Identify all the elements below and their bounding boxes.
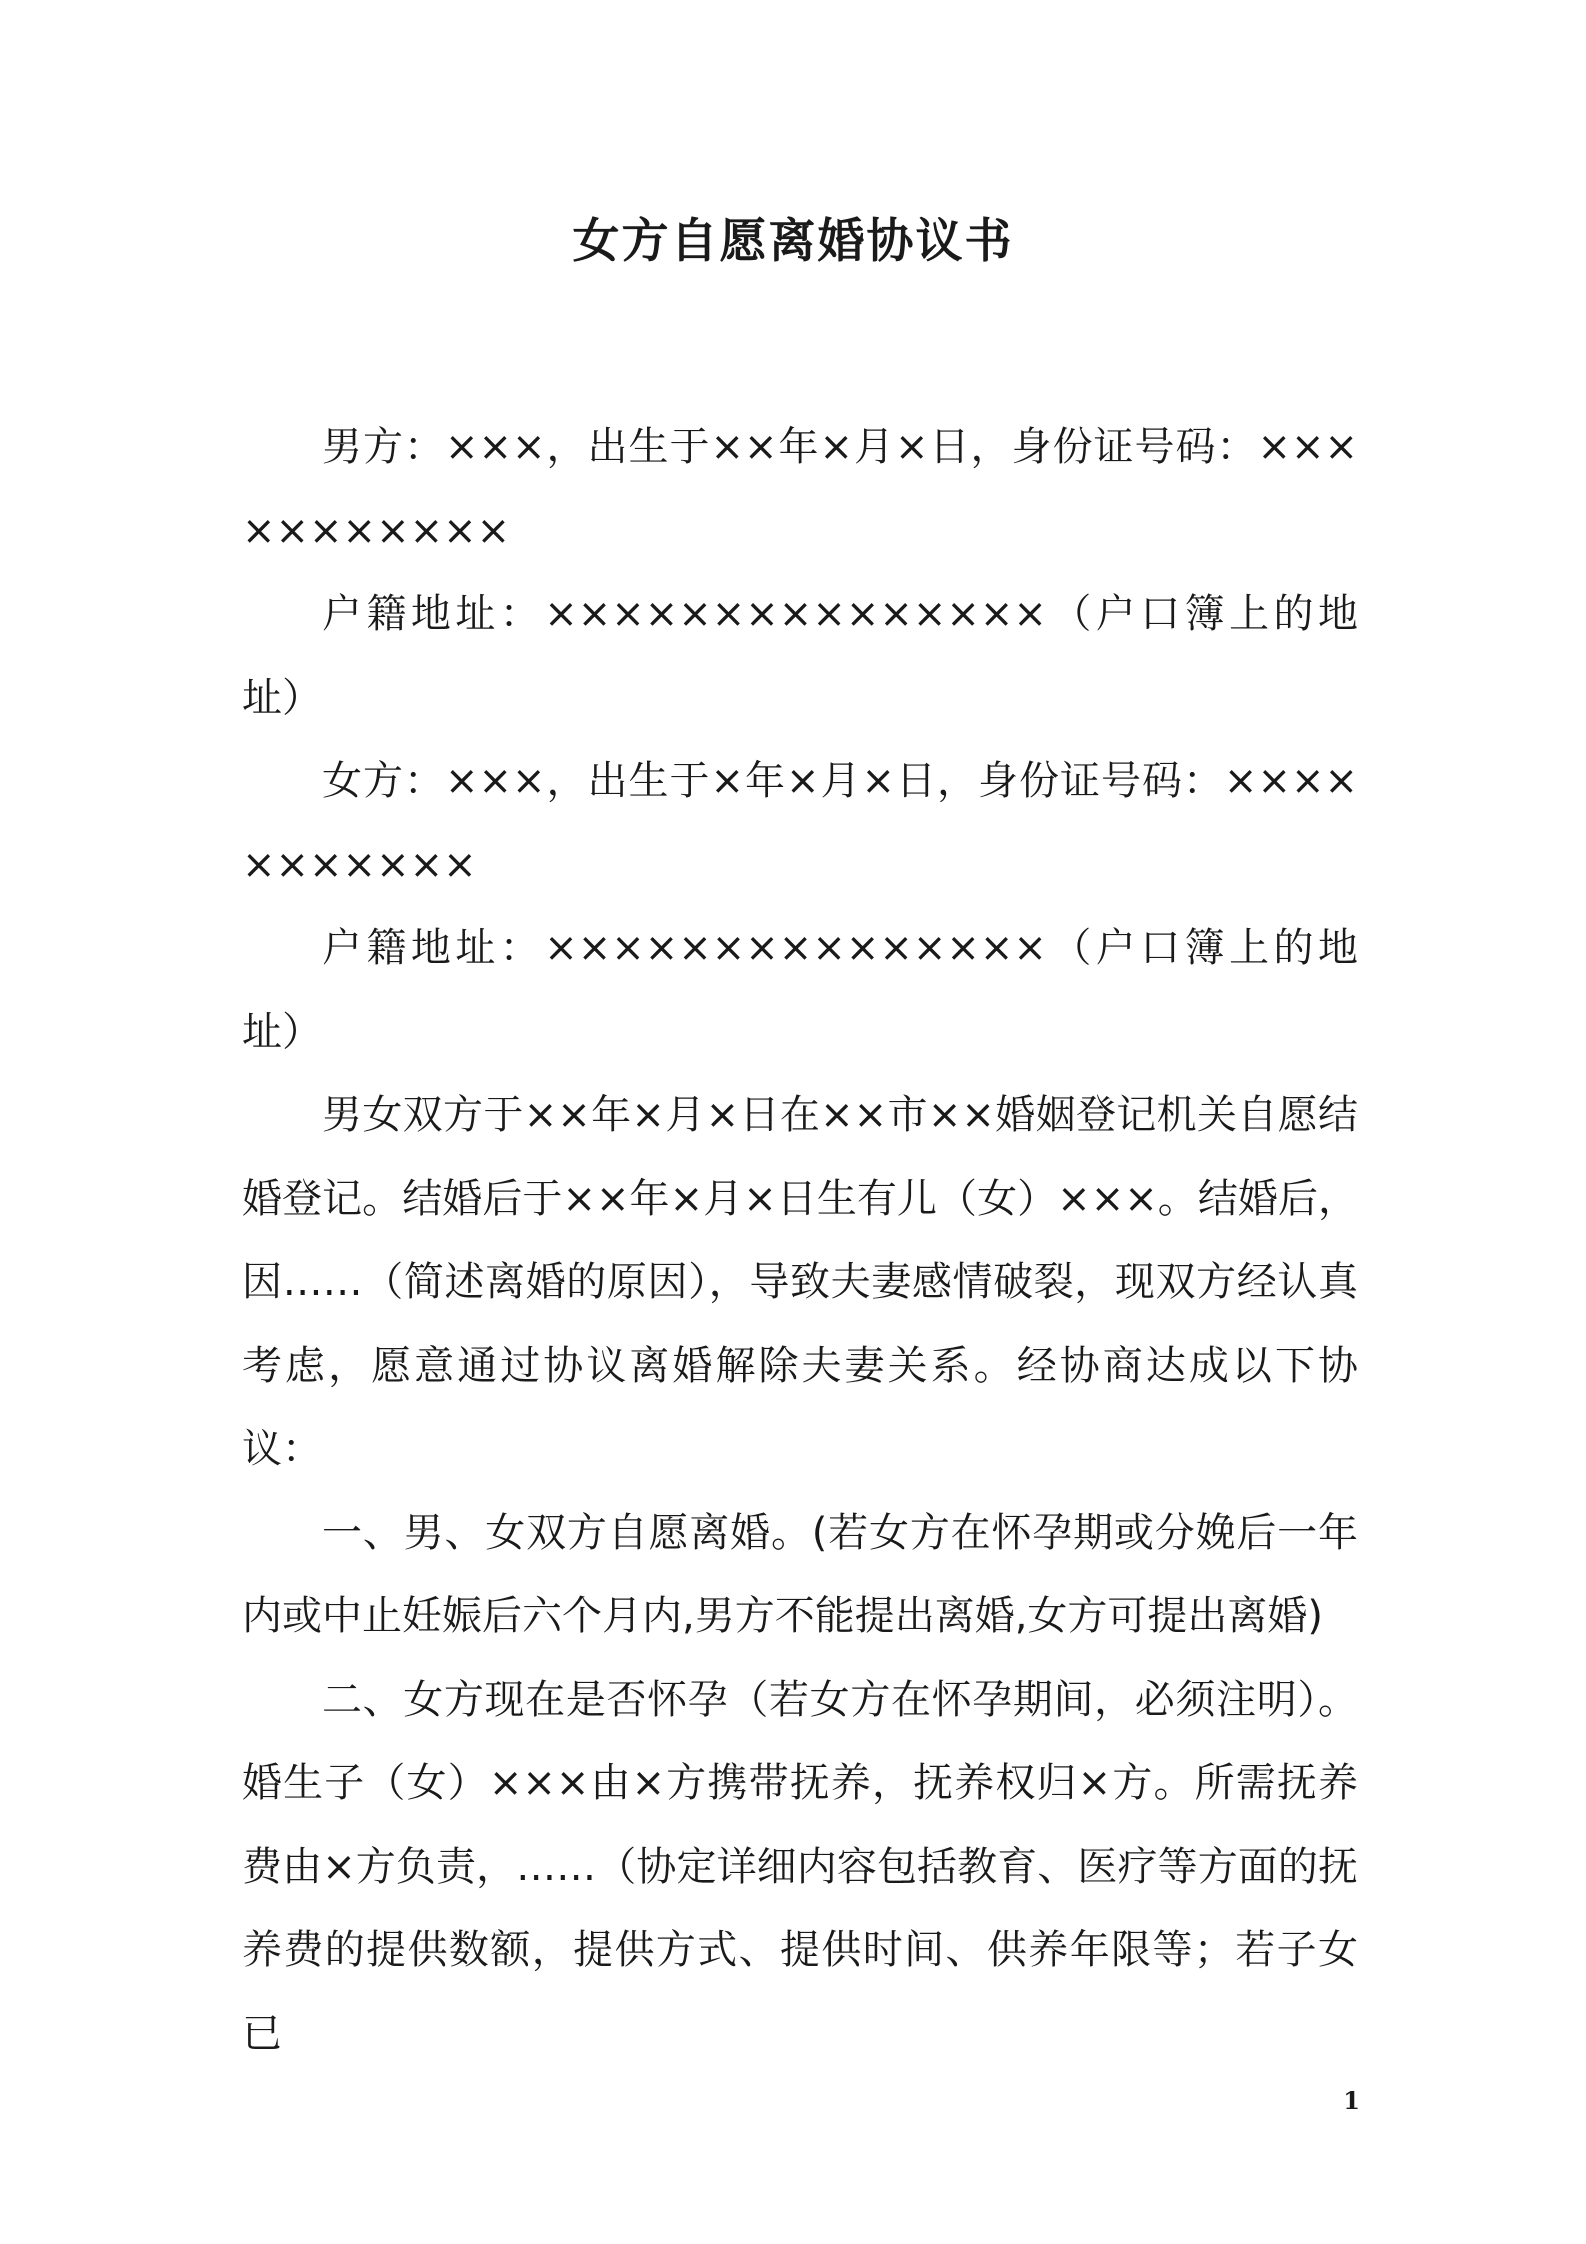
document-body — [242, 406, 1358, 2076]
paragraph-clause-two: 二、女方现在是否怀孕（若女方在怀孕期间，必须注明）。婚生子（女）×××由×方携带抚养，抚养权归×方。所需抚养费由×方负责，……（协定详细内容包括教育、医疗等方面的抚养费的提供数额，提供方式、提供时间、供养年限等；若子女已 — [242, 1676, 1358, 2057]
paragraph-male-party: 男方：×××，出生于××年×月×日，身份证号码：××××××××××× — [242, 424, 1358, 554]
document-title: 女方自愿离婚协议书 — [572, 214, 1014, 269]
paragraph-clause-one: 一、男、女双方自愿离婚。(若女方在怀孕期或分娩后一年内或中止妊娠后六个月内,男方不能提出离婚,女方可提出离婚) — [242, 1509, 1358, 1639]
page-number: 1 — [1343, 2086, 1360, 2115]
paragraph-female-address: 户籍地址：×××××××××××××××（户口簿上的地址） — [242, 925, 1358, 1055]
paragraph-male-address: 户籍地址：×××××××××××××××（户口簿上的地址） — [242, 591, 1358, 721]
paragraph-marriage-background: 男女双方于××年×月×日在××市××婚姻登记机关自愿结婚登记。结婚后于××年×月×日生有儿（女）×××。结婚后，因……（简述离婚的原因），导致夫妻感情破裂，现双方经认真考虑，愿意通过协议离婚解除夫妻关系。经协商达成以下协议： — [242, 1092, 1358, 1472]
paragraph-female-party: 女方：×××，出生于×年×月×日，身份证号码：××××××××××× — [242, 758, 1358, 888]
